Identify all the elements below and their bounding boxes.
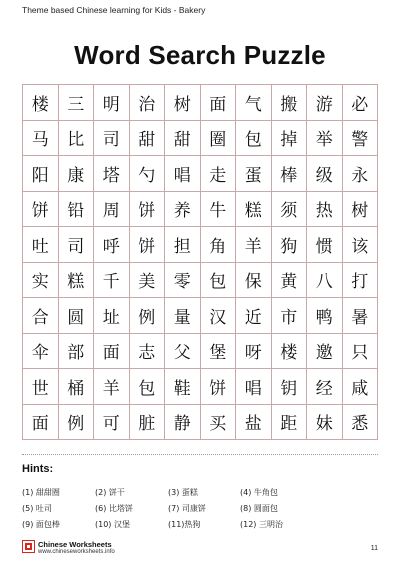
hint-item: (6) 比塔饼 bbox=[95, 504, 133, 513]
grid-cell: 零 bbox=[165, 263, 201, 299]
grid-cell: 买 bbox=[201, 405, 237, 441]
grid-cell: 吐 bbox=[23, 227, 59, 263]
grid-cell: 唱 bbox=[165, 156, 201, 192]
grid-cell: 饼 bbox=[130, 227, 166, 263]
chinese-worksheets-logo-icon bbox=[22, 540, 35, 553]
grid-cell: 棒 bbox=[272, 156, 308, 192]
word-search-grid bbox=[22, 84, 378, 440]
hint-item: (9) 面包棒 bbox=[22, 520, 60, 529]
grid-cell: 走 bbox=[201, 156, 237, 192]
grid-cell: 市 bbox=[272, 298, 308, 334]
grid-cell: 警 bbox=[343, 121, 379, 157]
footer-brand: Chinese Worksheets bbox=[38, 540, 112, 549]
grid-cell: 经 bbox=[307, 369, 343, 405]
grid-cell: 气 bbox=[236, 85, 272, 121]
grid-cell: 阳 bbox=[23, 156, 59, 192]
grid-cell: 周 bbox=[94, 192, 130, 228]
grid-cell: 糕 bbox=[59, 263, 95, 299]
grid-cell: 掉 bbox=[272, 121, 308, 157]
grid-cell: 妹 bbox=[307, 405, 343, 441]
grid-cell: 悉 bbox=[343, 405, 379, 441]
grid-cell: 司 bbox=[94, 121, 130, 157]
grid-cell: 打 bbox=[343, 263, 379, 299]
grid-cell: 游 bbox=[307, 85, 343, 121]
grid-cell: 明 bbox=[94, 85, 130, 121]
grid-cell: 志 bbox=[130, 334, 166, 370]
hint-item: (8) 圆面包 bbox=[240, 504, 278, 513]
grid-cell: 合 bbox=[23, 298, 59, 334]
grid-cell: 比 bbox=[59, 121, 95, 157]
grid-cell: 惯 bbox=[307, 227, 343, 263]
grid-cell: 楼 bbox=[23, 85, 59, 121]
hint-item: (7) 司康饼 bbox=[168, 504, 206, 513]
grid-cell: 甜 bbox=[130, 121, 166, 157]
grid-cell: 面 bbox=[201, 85, 237, 121]
grid-cell: 鞋 bbox=[165, 369, 201, 405]
grid-cell: 面 bbox=[23, 405, 59, 441]
grid-cell: 距 bbox=[272, 405, 308, 441]
grid-cell: 糕 bbox=[236, 192, 272, 228]
grid-cell: 搬 bbox=[272, 85, 308, 121]
grid-cell: 部 bbox=[59, 334, 95, 370]
grid-cell: 康 bbox=[59, 156, 95, 192]
hint-item: (12) 三明治 bbox=[240, 520, 283, 529]
grid-cell: 塔 bbox=[94, 156, 130, 192]
grid-cell: 唱 bbox=[236, 369, 272, 405]
grid-cell: 邀 bbox=[307, 334, 343, 370]
grid-cell: 面 bbox=[94, 334, 130, 370]
grid-cell: 例 bbox=[59, 405, 95, 441]
grid-cell: 只 bbox=[343, 334, 379, 370]
grid-cell: 包 bbox=[130, 369, 166, 405]
page-title: Word Search Puzzle bbox=[74, 40, 326, 70]
grid-cell: 包 bbox=[236, 121, 272, 157]
grid-cell: 角 bbox=[201, 227, 237, 263]
hint-item: (11)热狗 bbox=[168, 520, 201, 529]
grid-cell: 呀 bbox=[236, 334, 272, 370]
grid-cell: 保 bbox=[236, 263, 272, 299]
grid-cell: 鸭 bbox=[307, 298, 343, 334]
grid-cell: 盐 bbox=[236, 405, 272, 441]
hint-item: (5) 吐司 bbox=[22, 504, 52, 513]
grid-cell: 世 bbox=[23, 369, 59, 405]
grid-cell: 圆 bbox=[59, 298, 95, 334]
grid-cell: 近 bbox=[236, 298, 272, 334]
grid-cell: 甜 bbox=[165, 121, 201, 157]
grid-cell: 治 bbox=[130, 85, 166, 121]
hints-divider bbox=[22, 454, 378, 455]
grid-cell: 羊 bbox=[94, 369, 130, 405]
hint-item: (1) 甜甜圈 bbox=[22, 488, 60, 497]
grid-cell: 可 bbox=[94, 405, 130, 441]
hint-item: (10) 汉堡 bbox=[95, 520, 130, 529]
hint-item: (2) 饼干 bbox=[95, 488, 125, 497]
grid-cell: 级 bbox=[307, 156, 343, 192]
grid-cell: 牛 bbox=[201, 192, 237, 228]
grid-cell: 千 bbox=[94, 263, 130, 299]
grid-cell: 量 bbox=[165, 298, 201, 334]
grid-cell: 饼 bbox=[201, 369, 237, 405]
grid-cell: 暑 bbox=[343, 298, 379, 334]
grid-cell: 蛋 bbox=[236, 156, 272, 192]
grid-cell: 伞 bbox=[23, 334, 59, 370]
grid-cell: 黄 bbox=[272, 263, 308, 299]
grid-cell: 饼 bbox=[130, 192, 166, 228]
hint-item: (3) 蛋糕 bbox=[168, 488, 198, 497]
grid-cell: 饼 bbox=[23, 192, 59, 228]
grid-cell: 树 bbox=[165, 85, 201, 121]
grid-cell: 勺 bbox=[130, 156, 166, 192]
grid-cell: 脏 bbox=[130, 405, 166, 441]
grid-cell: 呼 bbox=[94, 227, 130, 263]
grid-cell: 马 bbox=[23, 121, 59, 157]
grid-cell: 举 bbox=[307, 121, 343, 157]
hint-item: (4) 牛角包 bbox=[240, 488, 278, 497]
grid-cell: 司 bbox=[59, 227, 95, 263]
grid-cell: 堡 bbox=[201, 334, 237, 370]
grid-cell: 狗 bbox=[272, 227, 308, 263]
grid-cell: 咸 bbox=[343, 369, 379, 405]
grid-cell: 址 bbox=[94, 298, 130, 334]
grid-cell: 美 bbox=[130, 263, 166, 299]
grid-cell: 钥 bbox=[272, 369, 308, 405]
grid-cell: 八 bbox=[307, 263, 343, 299]
grid-cell: 三 bbox=[59, 85, 95, 121]
grid-cell: 汉 bbox=[201, 298, 237, 334]
grid-cell: 铅 bbox=[59, 192, 95, 228]
footer-url: www.chineseworksheets.info bbox=[38, 549, 115, 555]
page-number: 11 bbox=[370, 545, 378, 552]
grid-cell: 羊 bbox=[236, 227, 272, 263]
grid-cell: 圈 bbox=[201, 121, 237, 157]
grid-cell: 楼 bbox=[272, 334, 308, 370]
grid-cell: 实 bbox=[23, 263, 59, 299]
grid-cell: 必 bbox=[343, 85, 379, 121]
grid-cell: 例 bbox=[130, 298, 166, 334]
grid-cell: 热 bbox=[307, 192, 343, 228]
grid-cell: 树 bbox=[343, 192, 379, 228]
grid-cell: 养 bbox=[165, 192, 201, 228]
grid-cell: 永 bbox=[343, 156, 379, 192]
worksheet-subtitle: Theme based Chinese learning for Kids - Bakery bbox=[22, 5, 206, 15]
hints-title: Hints: bbox=[22, 463, 54, 475]
grid-cell: 静 bbox=[165, 405, 201, 441]
grid-cell: 该 bbox=[343, 227, 379, 263]
grid-cell: 担 bbox=[165, 227, 201, 263]
grid-cell: 须 bbox=[272, 192, 308, 228]
grid-cell: 包 bbox=[201, 263, 237, 299]
grid-cell: 桶 bbox=[59, 369, 95, 405]
grid-cell: 父 bbox=[165, 334, 201, 370]
